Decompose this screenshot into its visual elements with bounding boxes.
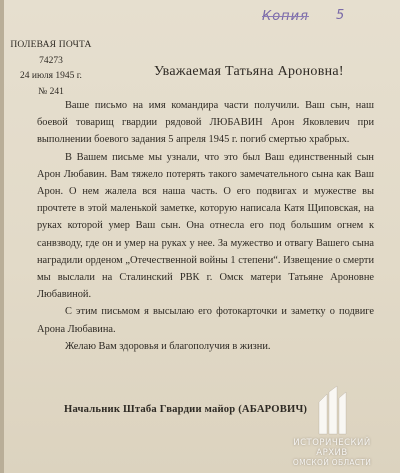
copy-stamp: Копия: [262, 9, 309, 24]
archive-logo-icon: [315, 384, 349, 436]
signature-line: Начальник Штаба Гвардии майор (АБАРОВИЧ): [64, 404, 308, 415]
archive-watermark: [272, 384, 392, 467]
watermark-line: ИСТОРИЧЕСКИЙ: [293, 438, 371, 448]
field-post-number: 74273: [39, 55, 63, 66]
watermark-line: ОМСКОЙ ОБЛАСТИ: [292, 458, 372, 467]
watermark-line: АРХИВ: [316, 448, 348, 458]
letter-greeting: Уважаемая Татьяна Ароновна!: [154, 64, 344, 79]
paragraph: Ваше письмо на имя командира части получили. Ваш сын, наш боевой товарищ гвардии рядовой ЛЮБАВИН Арон Яковлевич при выполнении боевого задания 5 апреля 1945 г. погиб смертью храбрых.: [37, 100, 374, 146]
field-post-label: ПОЛЕВАЯ ПОЧТА: [10, 40, 92, 50]
page-number-mark: 5: [336, 8, 345, 23]
letter-body: [37, 97, 374, 355]
paragraph: Желаю Вам здоровья и благополучия в жизни.: [65, 340, 271, 352]
letter-number: № 241: [38, 86, 64, 97]
letter-header: [8, 38, 94, 100]
paragraph: В Вашем письме мы узнали, что это был Ваш единственный сын Арон Любавин. Вам тяжело потерять такого замечательного сына как Ваш Арон. О нем жалела вся наша часть. О его подвигах и мужестве вы прочтете в этой маленькой заметке, которую написала Катя Щиповская, на руках которой умер Ваш сын. Она отнесла его под большим огнем к санвзводу, где он и умер на руках у нее. За мужество и отвагу Вашего сына наградили орденом „Отечественной войны 1 степени“. Извещение о смерти мы выслали на Сталинский РВК г. Омск матери Татьяне Ароновне Любавиной.: [37, 151, 374, 301]
paragraph: С этим письмом я высылаю его фотокарточки и заметку о подвиге Арона Любавина.: [37, 306, 374, 335]
letter-date: 24 июля 1945 г.: [20, 71, 82, 81]
